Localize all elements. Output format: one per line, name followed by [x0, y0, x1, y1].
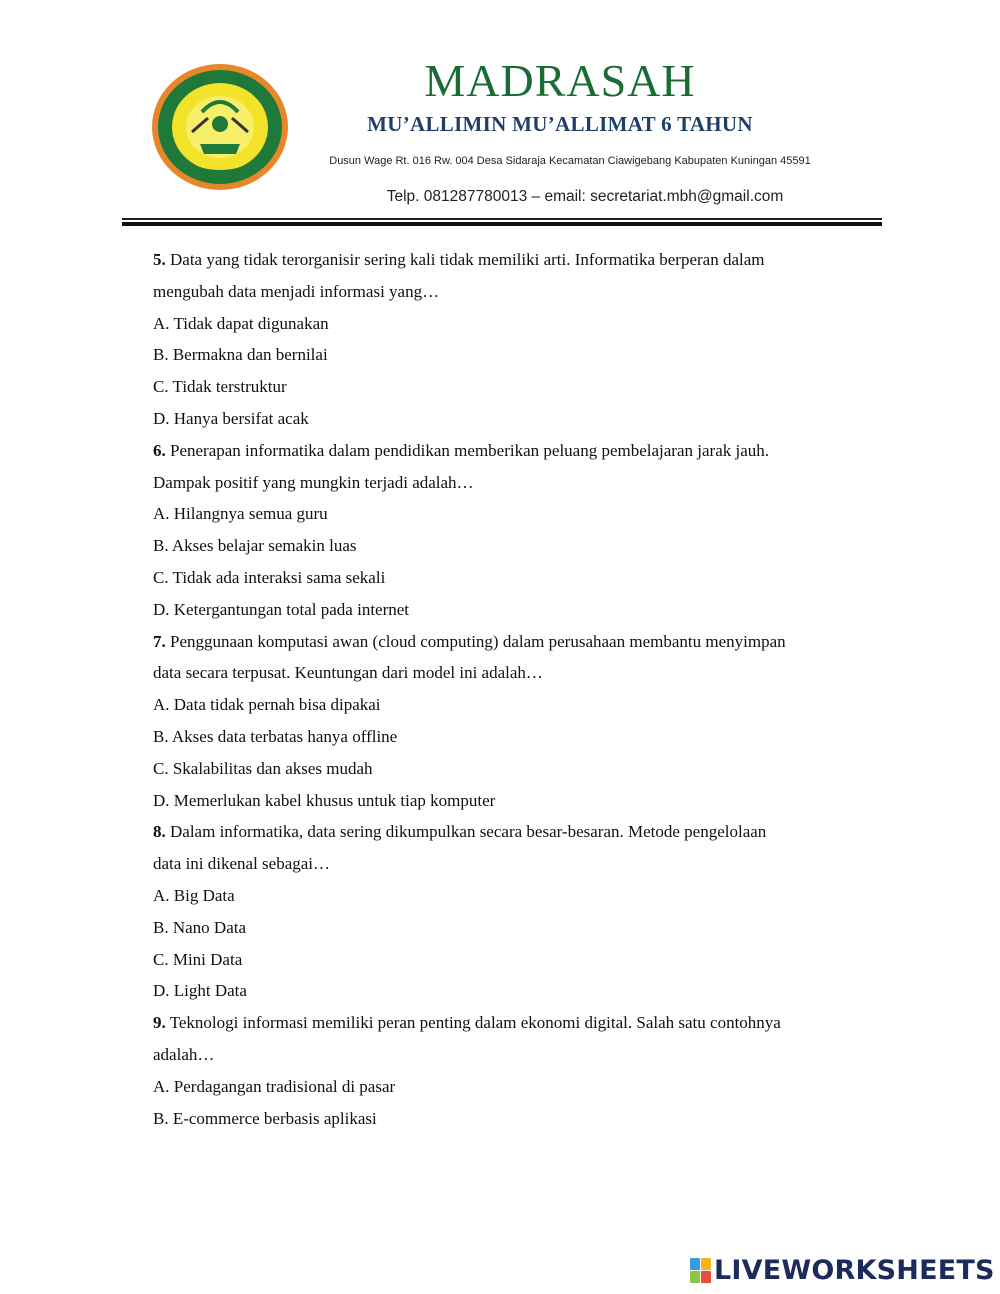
answer-option[interactable]: D. Light Data: [153, 981, 247, 1001]
answer-option[interactable]: C. Tidak terstruktur: [153, 377, 287, 397]
header-divider-thick: [122, 222, 882, 226]
question-text-line: data secara terpusat. Keuntungan dari model ini adalah…: [153, 663, 543, 683]
brand-name: LIVEWORKSHEETS: [714, 1254, 995, 1286]
question-number: 7.: [153, 631, 166, 651]
question-number: 9.: [153, 1013, 166, 1033]
answer-option[interactable]: C. Tidak ada interaksi sama sekali: [153, 567, 386, 587]
answer-option[interactable]: A. Hilangnya semua guru: [153, 504, 328, 524]
school-title: MADRASAH: [424, 55, 696, 106]
question-text: [153, 1007, 853, 1039]
answer-option[interactable]: D. Memerlukan kabel khusus untuk tiap komputer: [153, 790, 496, 810]
answer-option[interactable]: A. Data tidak pernah bisa dipakai: [153, 695, 381, 715]
question-text-line: Data yang tidak terorganisir sering kali tidak memiliki arti. Informatika berperan dalam: [165, 250, 765, 269]
question-text-line: data ini dikenal sebagai…: [153, 854, 331, 874]
answer-option[interactable]: B. Bermakna dan bernilai: [153, 345, 328, 365]
school-contact: Telp. 081287780013 – email: secretariat.mbh@gmail.com: [386, 188, 784, 205]
header-divider-thin: [122, 218, 882, 220]
question-text-line: mengubah data menjadi informasi yang…: [153, 281, 440, 301]
question-text-line: Dalam informatika, data sering dikumpulkan secara besar-besaran. Metode pengelolaan: [165, 822, 767, 842]
question-text: [153, 435, 853, 467]
question-list: [153, 244, 853, 1134]
question-text-line: Dampak positif yang mungkin terjadi adalah…: [153, 472, 474, 492]
answer-option[interactable]: A. Perdagangan tradisional di pasar: [153, 1076, 396, 1096]
answer-option[interactable]: D. Hanya bersifat acak: [153, 408, 309, 428]
answer-option[interactable]: C. Skalabilitas dan akses mudah: [153, 758, 373, 778]
school-address: Dusun Wage Rt. 016 Rw. 004 Desa Sidaraja Kecamatan Ciawigebang Kabupaten Kuningan 45591: [329, 155, 811, 167]
question-number: 6.: [153, 440, 166, 460]
answer-option[interactable]: A. Big Data: [153, 885, 235, 905]
answer-option[interactable]: B. E-commerce berbasis aplikasi: [153, 1108, 377, 1128]
answer-option[interactable]: D. Ketergantungan total pada internet: [153, 599, 410, 619]
answer-option[interactable]: C. Mini Data: [153, 949, 243, 969]
answer-option[interactable]: B. Akses belajar semakin luas: [153, 536, 357, 556]
answer-option[interactable]: B. Akses data terbatas hanya offline: [153, 726, 398, 746]
question-text: [153, 244, 853, 276]
answer-option[interactable]: B. Nano Data: [153, 917, 247, 937]
question-text-line: Penerapan informatika dalam pendidikan memberikan peluang pembelajaran jarak jauh.: [165, 440, 770, 460]
question-number: 5.: [153, 250, 166, 269]
question-number: 8.: [153, 822, 166, 842]
school-subtitle: MU’ALLIMIN MU’ALLIMAT 6 TAHUN: [367, 112, 753, 136]
question-text-line: adalah…: [153, 1044, 215, 1064]
question-text: [153, 816, 853, 848]
question-text-line: Penggunaan komputasi awan (cloud computing) dalam perusahaan membantu menyimpan: [165, 631, 786, 651]
question-text-line: Teknologi informasi memiliki peran penting dalam ekonomi digital. Salah satu contohnya: [165, 1013, 781, 1033]
liveworksheets-brand[interactable]: [690, 1253, 995, 1287]
school-emblem-icon: [150, 62, 290, 192]
liveworksheets-logo-icon: [690, 1258, 711, 1283]
question-text: [153, 626, 853, 658]
answer-option[interactable]: A. Tidak dapat digunakan: [153, 313, 329, 333]
